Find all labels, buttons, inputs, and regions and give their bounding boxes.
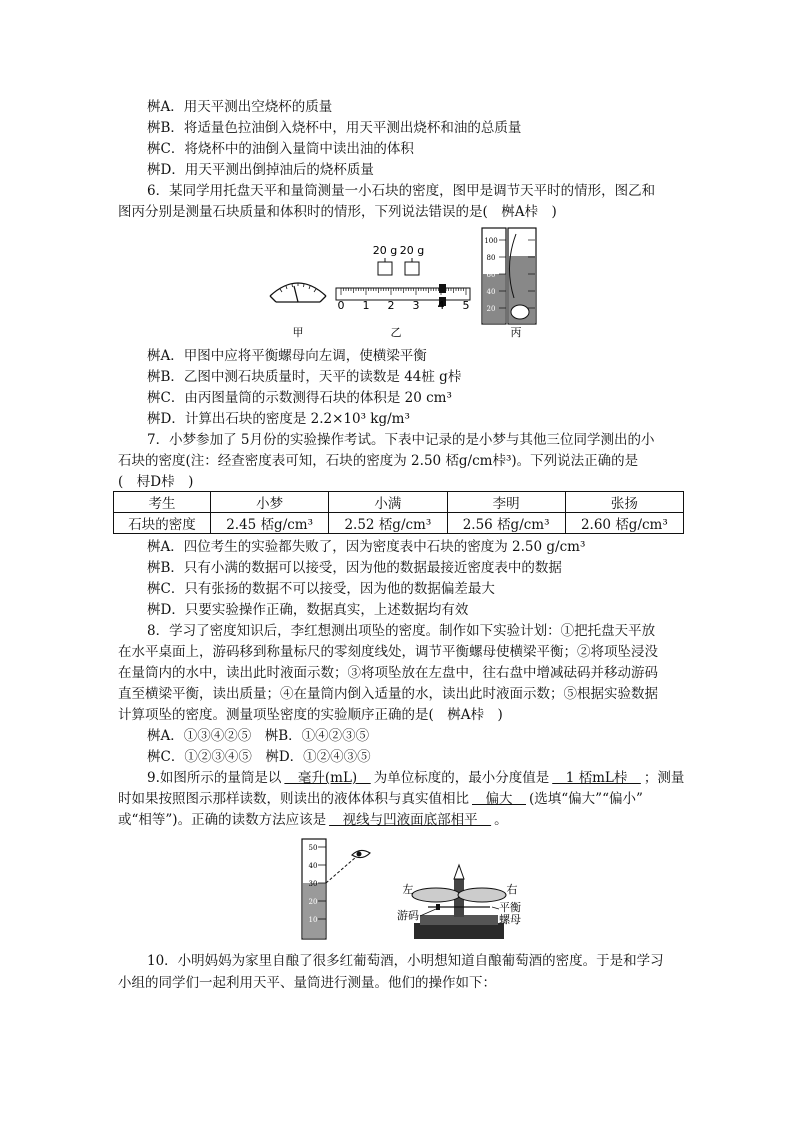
- q8-options-line-2: 桝C．①②③④⑤ 桝D．①②④③⑤: [147, 749, 371, 765]
- q9-answer-method: 视线与凹液面底部相平: [329, 812, 492, 828]
- q9-text: 时如果按照图示那样读数，则读出的液体体积与真实值相比: [118, 791, 469, 807]
- ruler-tick-5: 5: [462, 299, 470, 312]
- q9-cyl-tick-20: 20: [308, 898, 318, 906]
- table-header-cell: 小梦: [211, 492, 329, 513]
- q8-line-2: 在水平桌面上，游码移到称量标尺的零刻度线处，调节平衡螺母使横梁平衡；②将项坠浸没: [118, 644, 658, 660]
- q9-text: (选填“偏大”“偏小”: [529, 791, 643, 807]
- q8-options-line-1: 桝A．①③④②⑤ 桝B．①④②③⑤: [147, 728, 370, 744]
- weight-2-label: 20 g: [399, 244, 425, 257]
- q6-stem-line-2: 图丙分别是测量石块质量和体积时的情形，下列说法错误的是( 桝A桛 ): [118, 204, 557, 220]
- ruler-tick-4: 4: [437, 299, 445, 312]
- q8-line-1: 8．学习了密度知识后，李红想测出项坠的密度。制作如下实验计划：①把托盘天平放: [147, 623, 656, 639]
- q6-stem-line-1: 6．某同学用托盘天平和量筒测量一小石块的密度，图甲是调节天平时的情形，图乙和: [147, 183, 656, 199]
- table-header-cell: 张扬: [565, 492, 683, 513]
- q9-line-1: [147, 768, 684, 788]
- eye-icon: [352, 850, 370, 857]
- ruler-tick-1: 1: [362, 299, 370, 312]
- q7-stem-line-1: 7．小梦参加了 5月份的实验操作考试。下表中记录的是小梦与其他三位同学测出的小: [147, 432, 655, 448]
- table-cell: 2.60 桮g/cm³: [565, 513, 683, 534]
- q6-figure: [268, 226, 558, 342]
- label-right: 右: [506, 883, 518, 896]
- q7-option-c: 桝C．只有张扬的数据不可以接受，因为他的数据偏差最大: [147, 581, 495, 597]
- ruler-tick-0: 0: [337, 299, 345, 312]
- q7-stem-line-2: 石块的密度(注：经查密度表可知，石块的密度为 2.50 桮g/cm桛³)。下列说法正确的是: [118, 453, 639, 469]
- label-yi: 乙: [390, 326, 402, 339]
- cyl-tick-20: 20: [486, 305, 496, 313]
- q9-cyl-tick-50: 50: [308, 844, 318, 852]
- q9-cyl-tick-10: 10: [308, 916, 318, 924]
- balance-scale-figure: [397, 865, 521, 939]
- cyl-tick-40: 40: [486, 288, 496, 296]
- q9-figure: [296, 835, 521, 945]
- q5-option-d: 桝D．用天平测出倒掉油后的烧杯质量: [147, 162, 374, 178]
- table-cell: 2.52 桮g/cm³: [329, 513, 447, 534]
- q9-answer-compare: 偏大: [472, 791, 526, 807]
- table-row-label: 石块的密度: [114, 513, 211, 534]
- q7-option-d: 桝D．只要实验操作正确，数据真实，上述数据均有效: [147, 602, 469, 618]
- q5-option-c: 桝C．将烧杯中的油倒入量筒中读出油的体积: [147, 141, 414, 157]
- q9-answer-division: 1 桮mL桛: [552, 770, 641, 786]
- q10-line-1: 10．小明妈妈为家里自酿了很多红葡萄酒，小明想知道自酿葡萄酒的密度。于是和学习: [147, 953, 664, 969]
- q9-cyl-tick-40: 40: [308, 862, 318, 870]
- q7-stem-line-3: ( 桪D桛 ): [118, 474, 194, 490]
- measuring-cylinders-figure: [482, 228, 536, 339]
- table-header-cell: 考生: [114, 492, 211, 513]
- table-cell: 2.56 桮g/cm³: [447, 513, 565, 534]
- density-table: [113, 491, 684, 534]
- cyl-tick-80: 80: [486, 254, 496, 262]
- q7-option-b: 桝B．只有小满的数据可以接受，因为他的数据最接近密度表中的数据: [147, 560, 562, 576]
- q7-option-a: 桝A．四位考生的实验都失败了，因为密度表中石块的密度为 2.50 g/cm³: [147, 539, 586, 555]
- reading-cylinder-figure: [302, 839, 370, 939]
- label-nut-1: 平衡: [499, 901, 521, 914]
- q9-text: ；测量: [643, 770, 685, 786]
- q9-text: 或“相等”)。正确的读数方法应该是: [118, 812, 327, 828]
- label-jia: 甲: [292, 326, 304, 339]
- cyl-tick-100: 100: [484, 237, 498, 245]
- table-cell: 2.45 桮g/cm³: [211, 513, 329, 534]
- q5-option-b: 桝B．将适量色拉油倒入烧杯中，用天平测出烧杯和油的总质量: [147, 120, 522, 136]
- balance-dial-figure: [270, 283, 326, 339]
- table-header-cell: 小满: [329, 492, 447, 513]
- label-left: 左: [402, 883, 414, 896]
- q9-line-3: [118, 810, 508, 830]
- q9-answer-unit: 毫升(mL): [284, 770, 371, 786]
- q9-line-2: [118, 789, 643, 809]
- q8-line-3: 在量筒内的水中，读出此时液面示数；③将项坠放在左盘中，往右盘中增减砝码并移动游码: [118, 665, 658, 681]
- label-bing: 丙: [510, 326, 522, 339]
- q10-line-2: 小组的同学们一起利用天平、量筒进行测量。他们的操作如下：: [118, 975, 496, 991]
- q9-text: 。: [494, 812, 508, 828]
- rider-ruler-figure: [336, 244, 470, 339]
- q6-option-c: 桝C．由丙图量筒的示数测得石块的体积是 20 cm³: [147, 390, 452, 406]
- table-row: [114, 513, 684, 534]
- q9-cyl-tick-30: 30: [308, 880, 318, 888]
- cyl-tick-60: 60: [486, 271, 496, 279]
- q6-option-a: 桝A．甲图中应将平衡螺母向左调，使横梁平衡: [147, 348, 427, 364]
- q6-option-b: 桝B．乙图中测石块质量时，天平的读数是 44桩 g桛: [147, 369, 462, 385]
- label-nut-2: 螺母: [499, 913, 521, 926]
- label-rider: 游码: [397, 909, 419, 922]
- ruler-tick-3: 3: [412, 299, 420, 312]
- q9-text: 9.如图所示的量筒是以: [147, 770, 282, 786]
- q6-option-d: 桝D．计算出石块的密度是 2.2×10³ kg/m³: [147, 411, 410, 427]
- table-header-cell: 李明: [447, 492, 565, 513]
- q8-line-5: 计算项坠的密度。测量项坠密度的实验顺序正确的是( 桝A桛 ): [118, 707, 503, 723]
- q5-option-a: 桝A．用天平测出空烧杯的质量: [147, 99, 333, 115]
- table-row: [114, 492, 684, 513]
- ruler-tick-2: 2: [387, 299, 395, 312]
- weight-1-label: 20 g: [372, 244, 398, 257]
- q8-line-4: 直至横梁平衡，读出质量；④在量筒内倒入适量的水，读出此时液面示数；⑤根据实验数据: [118, 686, 658, 702]
- q9-text: 为单位标度的，最小分度值是: [373, 770, 550, 786]
